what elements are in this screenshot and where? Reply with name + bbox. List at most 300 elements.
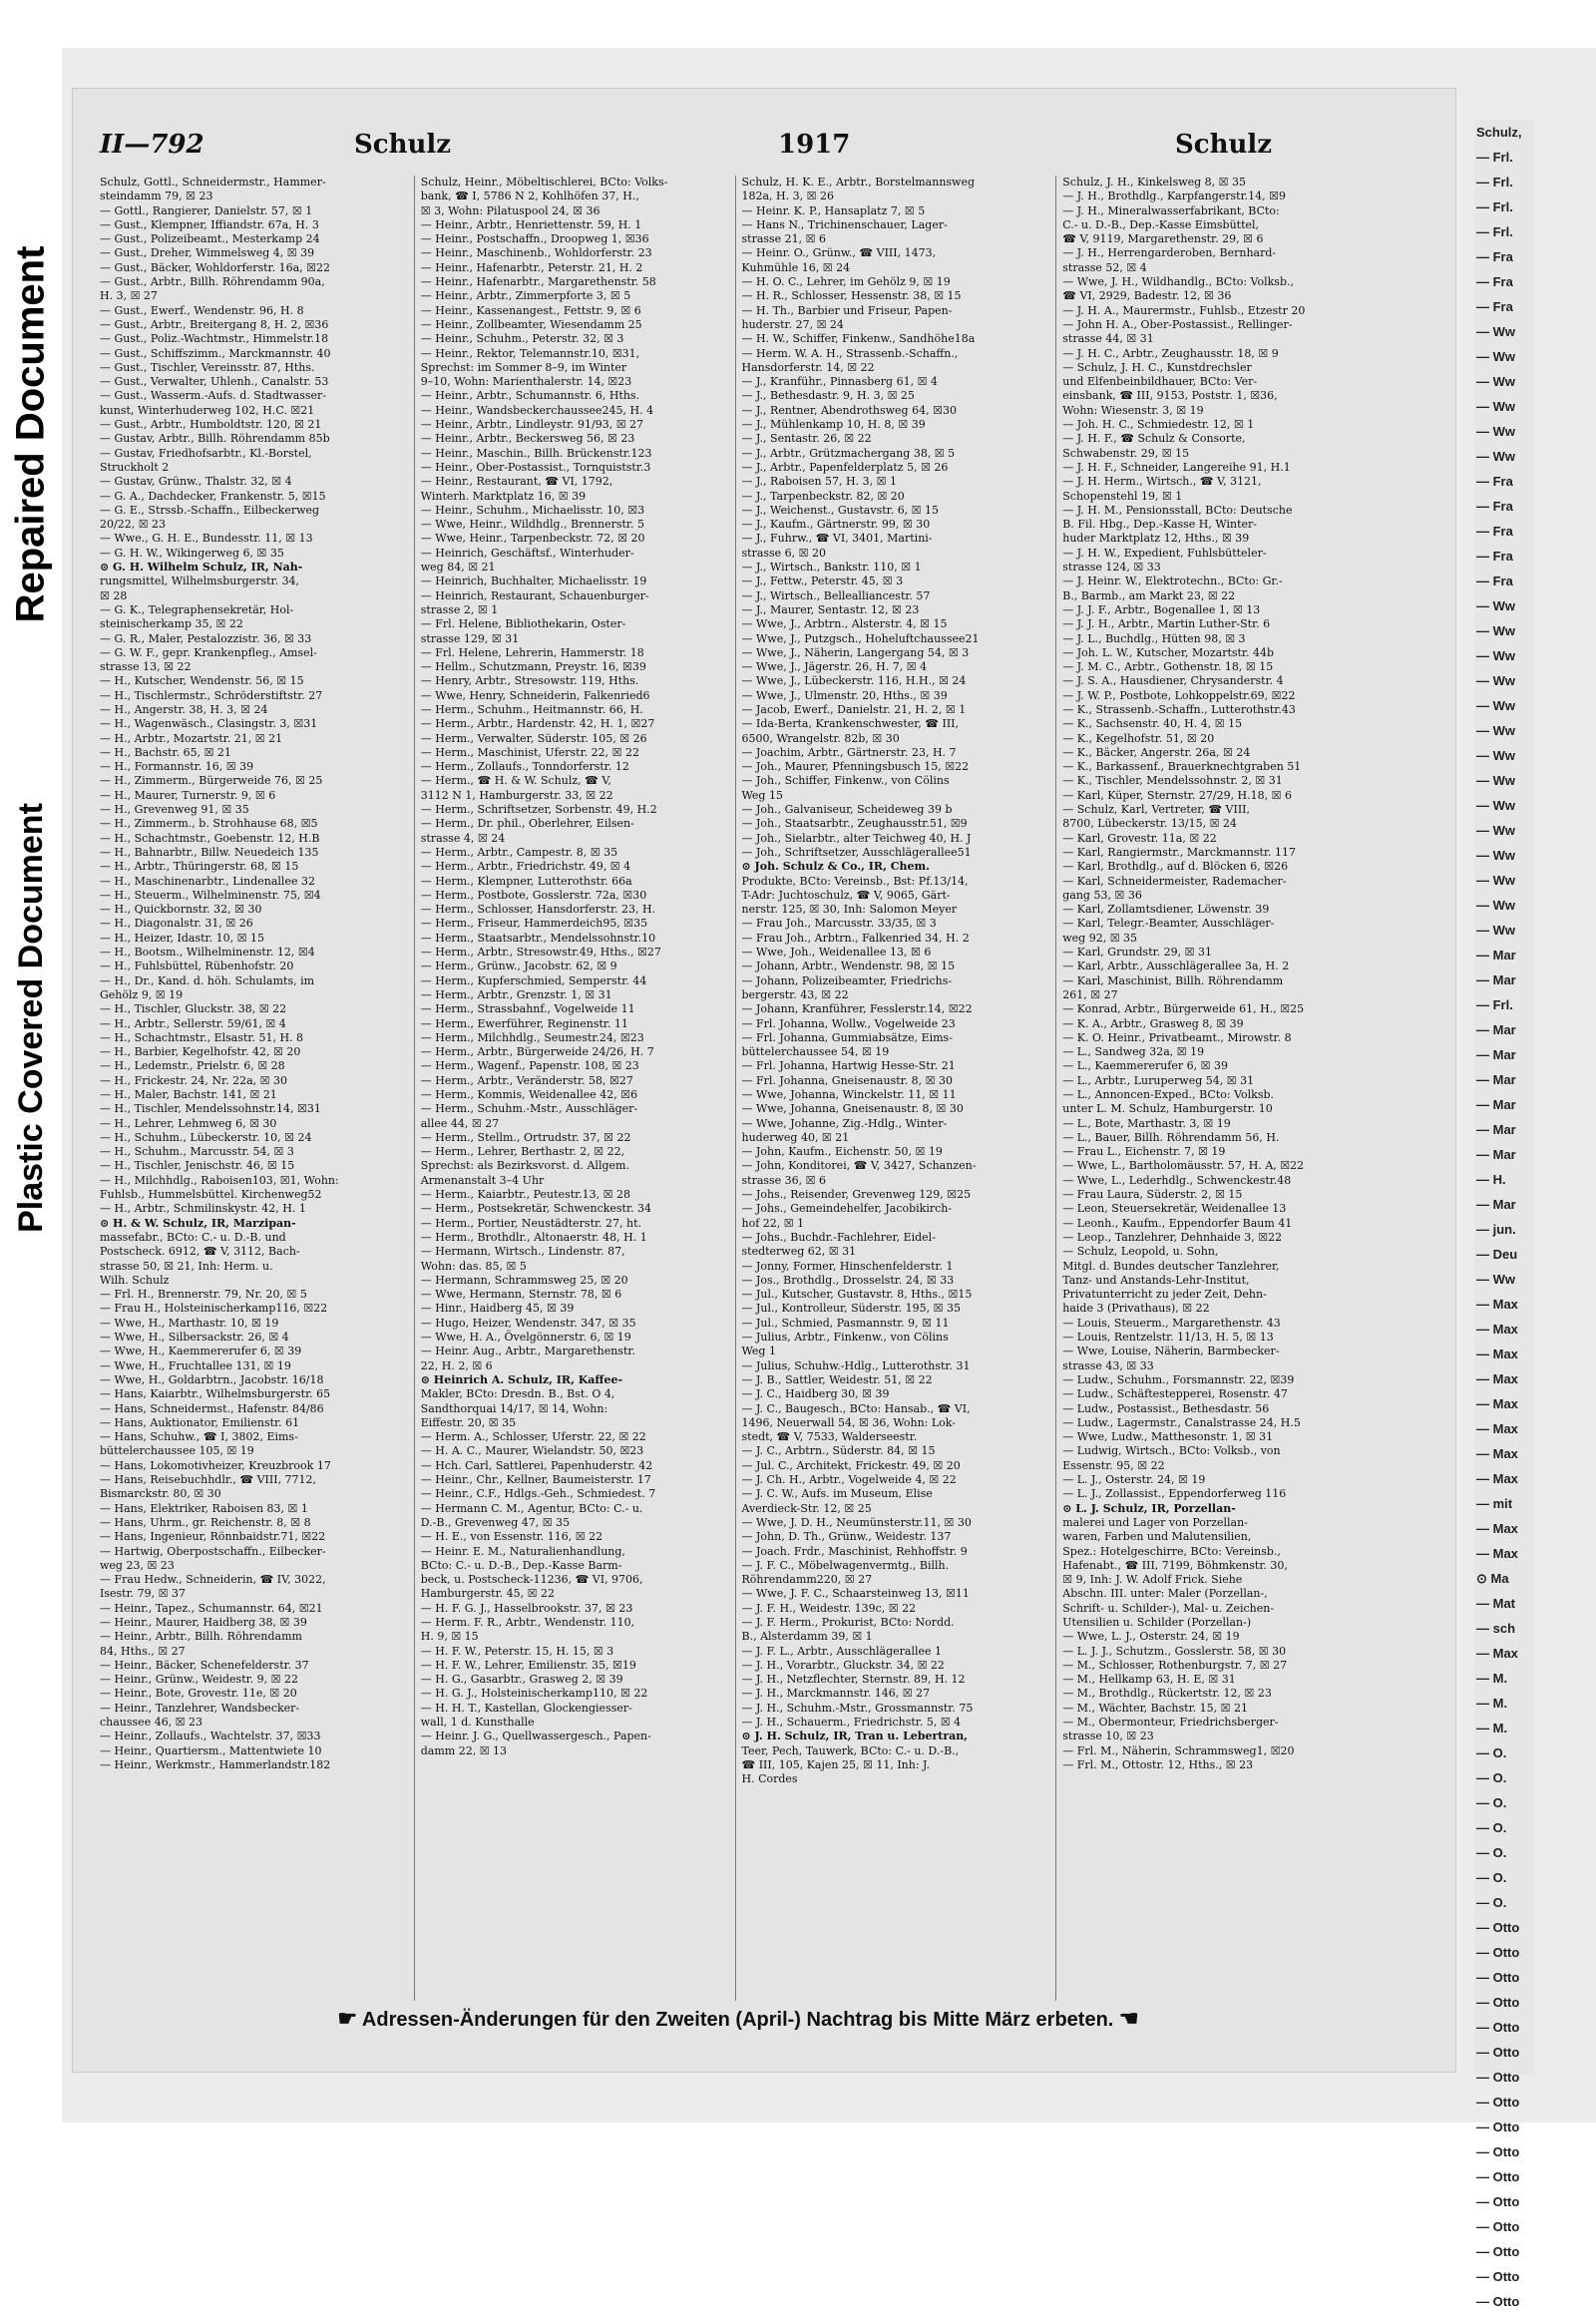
directory-entry-line: — H., Tischler, Mendelssohnstr.14, ☒31	[100, 1102, 321, 1116]
adjacent-page-fragment: — Fra	[1476, 299, 1513, 314]
adjacent-page-fragment: — O.	[1476, 1820, 1507, 1835]
directory-entry-line: — L., Bote, Marthastr. 3, ☒ 19	[1062, 1116, 1231, 1130]
directory-entry-line: — Hans N., Trichinenschauer, Lager-	[741, 217, 948, 231]
directory-entry-line: nerstr. 125, ☒ 30, Inh: Salomon Meyer	[741, 903, 958, 917]
directory-column-4	[1062, 176, 1377, 2001]
adjacent-page-fragment: — Frl.	[1476, 150, 1513, 165]
directory-entry-line: — G. K., Telegraphensekretär, Hol-	[100, 602, 294, 616]
directory-entry-line: — Wwe, L., Lederhdlg., Schwenckestr.48	[1062, 1173, 1292, 1187]
directory-entry-line: — J., Sentastr. 26, ☒ 22	[741, 432, 872, 446]
directory-entry-line: — Herm., Dr. phil., Oberlehrer, Eilsen-	[420, 817, 634, 831]
directory-entry-line: Schulz, Heinr., Möbeltischlerei, BCto: Volks-	[420, 176, 668, 189]
adjacent-page-fragment: — Fra	[1476, 524, 1513, 539]
directory-entry-line: — Herm. F. R., Arbtr., Wendenstr. 110,	[420, 1615, 635, 1629]
directory-entry-line: — Gust., Wasserm.-Aufs. d. Stadtwasser-	[100, 389, 327, 403]
directory-entry-line: — Johann, Kranführer, Fesslerstr.14, ☒22	[741, 1002, 973, 1016]
adjacent-page-fragment: — Max	[1476, 1371, 1518, 1386]
adjacent-page-fragment: — Frl.	[1476, 224, 1513, 239]
directory-entry-line: Postscheck. 6912, ☎ V, 3112, Bach-	[100, 1245, 300, 1259]
directory-entry-line: ☒ 28	[100, 588, 128, 602]
directory-entry-line: Hansdorferstr. 14, ☒ 22	[741, 360, 875, 374]
directory-entry-line: — Johs., Buchdr.-Fachlehrer, Eidel-	[741, 1230, 936, 1244]
directory-column-1	[100, 176, 415, 2001]
directory-entry-line: — Wwe, H. A., Övelgönnerstr. 6, ☒ 19	[420, 1331, 631, 1345]
directory-entry-line: strasse 52, ☒ 4	[1062, 260, 1147, 274]
adjacent-page-fragment: — Max	[1476, 1396, 1518, 1411]
directory-entry-line: ☎ V, 9119, Margarethenstr. 29, ☒ 6	[1062, 232, 1264, 246]
directory-entry-line: — Herm., Postsekretär, Schwenckestr. 34	[420, 1202, 652, 1216]
adjacent-page-fragment: — Frl.	[1476, 199, 1513, 214]
directory-entry-line: — Louis, Rentzelstr. 11/13, H. 5, ☒ 13	[1062, 1331, 1274, 1345]
directory-entry-line: — Gustav, Friedhofsarbtr., Kl.-Borstel,	[100, 446, 312, 460]
directory-entry-line: — Karl, Grundstr. 29, ☒ 31	[1062, 946, 1213, 960]
adjacent-page-fragment: — Max	[1476, 1546, 1518, 1561]
directory-entry-line: strasse 13, ☒ 22	[100, 660, 192, 674]
directory-entry-line: Schulz, H. K. E., Arbtr., Borstelmannsweg	[741, 176, 976, 189]
directory-entry-line: — J. F. H., Weidestr. 139c, ☒ 22	[741, 1601, 917, 1615]
directory-entry-line: — J. H. C., Arbtr., Zeughausstr. 18, ☒ 9	[1062, 346, 1279, 360]
directory-entry-line: Röhrendamm220, ☒ 27	[741, 1573, 873, 1587]
adjacent-page-fragment: — Otto	[1476, 2269, 1520, 2284]
directory-entry-line: — Frl. M., Ottostr. 12, Hths., ☒ 23	[1062, 1757, 1254, 1771]
directory-entry-line: — M., Hellkamp 63, H. E, ☒ 31	[1062, 1673, 1236, 1687]
adjacent-page-fragment: — Ww	[1476, 349, 1515, 364]
directory-entry-line: H. Cordes	[741, 1772, 798, 1786]
directory-entry-line: — Ludw., Schäftestepperei, Rosenstr. 47	[1062, 1387, 1288, 1401]
directory-entry-line: — Wwe, H., Kaemmererufer 6, ☒ 39	[100, 1345, 302, 1358]
directory-entry-line: — J. H. F., Schneider, Langereihe 91, H.1	[1062, 460, 1291, 474]
directory-entry-line: — Hans, Schuhw., ☎ I, 3802, Eims-	[100, 1430, 298, 1444]
directory-entry-line: — Heinrich, Restaurant, Schauenburger-	[420, 588, 649, 602]
directory-entry-line: — Heinr., Restaurant, ☎ VI, 1792,	[420, 475, 613, 489]
directory-entry-line: — J., Wirtsch., Bellealliancestr. 57	[741, 588, 931, 602]
directory-entry-line: — Hellm., Schutzmann, Preystr. 16, ☒39	[420, 660, 646, 674]
adjacent-page-fragment: — Ww	[1476, 848, 1515, 863]
directory-entry-line: — Herm., Grünw., Jacobstr. 62, ☒ 9	[420, 960, 617, 973]
directory-entry-line: — H., Tischlermstr., Schröderstiftstr. 27	[100, 688, 323, 702]
directory-entry-line: Kuhmühle 16, ☒ 24	[741, 260, 851, 274]
directory-entry-line: — Frl. M., Näherin, Schrammsweg1, ☒20	[1062, 1743, 1295, 1757]
directory-entry-line: — Gust., Dreher, Wimmelsweg 4, ☒ 39	[100, 246, 315, 260]
directory-entry-line: — Wwe, Hermann, Sternstr. 78, ☒ 6	[420, 1288, 622, 1302]
directory-entry-line: — Heinr., Arbtr., Billh. Röhrendamm	[100, 1630, 302, 1644]
adjacent-page-fragment: — O.	[1476, 1895, 1507, 1910]
directory-entry-line: — J. H., Marckmannstr. 146, ☒ 27	[741, 1687, 931, 1701]
adjacent-page-fragment: — Ww	[1476, 923, 1515, 938]
directory-entry-line: Averdieck-Str. 12, ☒ 25	[741, 1501, 872, 1515]
directory-entry-line: — Karl, Zollamtsdiener, Löwenstr. 39	[1062, 903, 1270, 917]
directory-entry-line: — K., Barkassenf., Brauerknechtgraben 51	[1062, 760, 1302, 774]
directory-entry-line: — H., Tischler, Jenischstr. 46, ☒ 15	[100, 1159, 295, 1173]
adjacent-page-fragment: — Ww	[1476, 898, 1515, 913]
directory-entry-line: — Herm., Kommis, Weidenallee 42, ☒6	[420, 1088, 638, 1101]
directory-entry-line: — Frau Joh., Arbtrn., Falkenried 34, H. 2	[741, 931, 970, 945]
directory-entry-line: — Johs., Reisender, Grevenweg 129, ☒25	[741, 1188, 972, 1202]
directory-entry-line: — J. H., Schauerm., Friedrichstr. 5, ☒ 4	[741, 1716, 962, 1730]
directory-entry-line: — Wwe, J. D. H., Neumünsterstr.11, ☒ 30	[741, 1515, 972, 1529]
directory-entry-line: — Heinr., Arbtr., Schumannstr. 6, Hths.	[420, 389, 640, 403]
directory-entry-line: — G. A., Dachdecker, Frankenstr. 5, ☒15	[100, 489, 326, 503]
directory-entry-line: — J. J. F., Arbtr., Bogenallee 1, ☒ 13	[1062, 602, 1261, 616]
directory-entry-line: — Johann, Arbtr., Wendenstr. 98, ☒ 15	[741, 960, 956, 973]
directory-entry-line: — Herm., Arbtr., Stresowstr.49, Hths., ☒27	[420, 946, 661, 960]
directory-entry-line: BCto: C.- u. D.-B., Dep.-Kasse Barm-	[420, 1558, 622, 1572]
directory-entry-line: — Leop., Tanzlehrer, Dehnhaide 3, ☒22	[1062, 1230, 1283, 1244]
directory-entry-line: und Elfenbeinbildhauer, BCto: Ver-	[1062, 375, 1258, 389]
adjacent-page-fragment: — Mar	[1476, 1022, 1516, 1037]
directory-entry-line: — Heinr., C.F., Hdlgs.-Geh., Schmiedest. 7	[420, 1487, 656, 1501]
adjacent-page-fragment: — Ww	[1476, 823, 1515, 838]
adjacent-page-fragment: — Mar	[1476, 1047, 1516, 1062]
directory-entry-line: Bismarckstr. 80, ☒ 30	[100, 1487, 221, 1501]
directory-entry-line: — H., Schuhm., Marcusstr. 54, ☒ 3	[100, 1145, 294, 1159]
directory-entry-line: — K., Tischler, Mendelssohnstr. 2, ☒ 31	[1062, 774, 1283, 788]
directory-entry-line: — Herm., Strassbahnf., Vogelweide 11	[420, 1002, 635, 1016]
directory-entry-line: — H., Diagonalstr. 31, ☒ 26	[100, 917, 253, 931]
directory-entry-line: Mitgl. d. Bundes deutscher Tanzlehrer,	[1062, 1259, 1280, 1273]
directory-entry-line: — Herm., Arbtr., Campestr. 8, ☒ 35	[420, 845, 618, 859]
plastic-covered-document-label	[0, 733, 62, 1302]
directory-entry-line: — H., Arbtr., Thüringerstr. 68, ☒ 15	[100, 860, 299, 874]
directory-entry-line: Sprechst: im Sommer 8–9, im Winter	[420, 360, 627, 374]
directory-entry-line: — Jonny, Former, Hinschenfelderstr. 1	[741, 1259, 954, 1273]
adjacent-page-fragment: — Frl.	[1476, 175, 1513, 190]
adjacent-page-fragment: — Otto	[1476, 1970, 1520, 1985]
directory-entry-line: Hafenabt., ☎ III, 7199, Böhmkenstr. 30,	[1062, 1558, 1288, 1572]
directory-entry-line: — Joh., Galvaniseur, Scheideweg 39 b	[741, 803, 953, 817]
directory-entry-line: — H., Steuerm., Wilhelminenstr. 75, ☒4	[100, 888, 321, 902]
adjacent-page-fragment: — Mar	[1476, 1072, 1516, 1087]
directory-entry-line: — M., Wächter, Bachstr. 15, ☒ 21	[1062, 1701, 1248, 1715]
directory-entry-line: — M., Obermonteur, Friedrichsberger-	[1062, 1716, 1279, 1730]
directory-entry-line: — Herm., Friseur, Hammerdeich95, ☒35	[420, 917, 648, 931]
directory-entry-line: — Gust., Verwalter, Uhlenh., Canalstr. 53	[100, 375, 329, 389]
directory-entry-line: Teer, Pech, Tauwerk, BCto: C.- u. D.-B.,	[741, 1743, 960, 1757]
directory-entry-line: — Jacob, Ewerf., Danielstr. 21, H. 2, ☒ 1	[741, 702, 967, 716]
directory-entry-line: — H., Fuhlsbüttel, Rübenhofstr. 20	[100, 960, 294, 973]
directory-entry-line: — H. G., Gasarbtr., Grasweg 2, ☒ 39	[420, 1673, 623, 1687]
directory-entry-line: — Joachim, Arbtr., Gärtnerstr. 23, H. 7	[741, 745, 957, 759]
directory-entry-line: — Leon, Steuersekretär, Weidenallee 13	[1062, 1202, 1287, 1216]
directory-entry-line: — Frl. Helene, Lehrerin, Hammerstr. 18	[420, 645, 644, 659]
adjacent-page-fragment: — Ww	[1476, 324, 1515, 339]
directory-entry-line: strasse 36, ☒ 6	[741, 1173, 827, 1187]
directory-entry-line: — Herm., Maschinist, Uferstr. 22, ☒ 22	[420, 745, 639, 759]
directory-entry-line: — Joh. L. W., Kutscher, Mozartstr. 44b	[1062, 645, 1275, 659]
directory-entry-line: — Hans, Uhrm., gr. Reichenstr. 8, ☒ 8	[100, 1515, 311, 1529]
adjacent-page-fragment: — Mar	[1476, 948, 1516, 963]
adjacent-page-fragment: — Otto	[1476, 2244, 1520, 2259]
directory-entry-line: — G. W. F., gepr. Krankenpfleg., Amsel-	[100, 645, 317, 659]
directory-entry-line: — H. F. G. J., Hasselbrookstr. 37, ☒ 23	[420, 1601, 633, 1615]
directory-entry-line: — Heinr., Werkmstr., Hammerlandstr.182	[100, 1757, 331, 1771]
directory-entry-line: — H., Milchhdlg., Raboisen103, ☒1, Wohn:	[100, 1173, 339, 1187]
directory-entry-line: — L., Bauer, Billh. Röhrendamm 56, H.	[1062, 1130, 1280, 1144]
directory-entry-line: Weg 15	[741, 788, 783, 802]
directory-entry-line: — J. F. C., Möbelwagenvermtg., Billh.	[741, 1558, 950, 1572]
directory-entry-line: — J. B., Sattler, Weidestr. 51, ☒ 22	[741, 1372, 933, 1386]
directory-entry-line: hof 22, ☒ 1	[741, 1216, 805, 1230]
directory-entry-line: strasse 44, ☒ 31	[1062, 332, 1154, 346]
directory-entry-line: Weg 1	[741, 1345, 776, 1358]
directory-entry-line: — Herm., Lehrer, Berthastr. 2, ☒ 22,	[420, 1145, 625, 1159]
directory-entry-line: — J., Kranführ., Pinnasberg 61, ☒ 4	[741, 375, 938, 389]
adjacent-page-fragment: — Frl.	[1476, 997, 1513, 1012]
directory-entry-line: — Leonh., Kaufm., Eppendorfer Baum 41	[1062, 1216, 1293, 1230]
directory-entry-line: ⊙ G. H. Wilhelm Schulz, IR, Nah-	[100, 561, 303, 575]
directory-entry-line: — J., Rentner, Abendrothsweg 64, ☒30	[741, 403, 957, 417]
directory-entry-line: steindamm 79, ☒ 23	[100, 190, 213, 203]
directory-entry-line: — Karl, Telegr.-Beamter, Ausschläger-	[1062, 917, 1275, 931]
directory-entry-line: — Heinr., Arbtr., Zimmerpforte 3, ☒ 5	[420, 289, 631, 303]
directory-entry-line: — Hans, Ingenieur, Rönnbaidstr.71, ☒22	[100, 1530, 326, 1544]
directory-entry-line: — Gust., Schiffszimm., Marckmannstr. 40	[100, 346, 331, 360]
directory-entry-line: — Frl. Johanna, Gummiabsätze, Eims-	[741, 1030, 953, 1044]
running-head-right: Schulz	[1175, 130, 1273, 160]
directory-entry-line: Sandthorquai 14/17, ☒ 14, Wohn:	[420, 1401, 608, 1415]
directory-entry-line: — Frl. Johanna, Wollw., Vogelweide 23	[741, 1016, 956, 1030]
directory-entry-line: — Herm., ☎ H. & W. Schulz, ☎ V,	[420, 774, 611, 788]
directory-entry-line: — H., Wagenwäsch., Clasingstr. 3, ☒31	[100, 717, 318, 731]
directory-entry-line: strasse 21, ☒ 6	[741, 232, 827, 246]
directory-entry-line: steinischerkamp 35, ☒ 22	[100, 617, 243, 631]
directory-entry-line: — Herm., Kaiarbtr., Peutestr.13, ☒ 28	[420, 1188, 631, 1202]
directory-entry-line: Gehölz 9, ☒ 19	[100, 987, 184, 1001]
directory-entry-line: — Heinr., Arbtr., Lindleystr. 91/93, ☒ 27	[420, 418, 644, 432]
directory-entry-line: — Frau Laura, Süderstr. 2, ☒ 15	[1062, 1188, 1243, 1202]
directory-entry-line: gang 53, ☒ 36	[1062, 888, 1142, 902]
adjacent-page-fragment: — M.	[1476, 1721, 1508, 1736]
directory-entry-line: — J., Wirtsch., Bankstr. 110, ☒ 1	[741, 561, 922, 575]
directory-entry-line: — J., Fuhrw., ☎ VI, 3401, Martini-	[741, 532, 933, 546]
directory-entry-line: H. 3, ☒ 27	[100, 289, 158, 303]
directory-entry-line: — Joh. H. C., Schmiedestr. 12, ☒ 1	[1062, 418, 1255, 432]
directory-entry-line: — H., Barbier, Kegelhofstr. 42, ☒ 20	[100, 1045, 301, 1059]
directory-entry-line: — H. W., Schiffer, Finkenw., Sandhöhe18a	[741, 332, 976, 346]
directory-entry-line: — Gust., Arbtr., Breitergang 8, H. 2, ☒36	[100, 317, 329, 331]
adjacent-page-fragment: — Ww	[1476, 1272, 1515, 1287]
directory-entry-line: Eiffestr. 20, ☒ 35	[420, 1415, 517, 1429]
directory-entry-line: — J. H. Herm., Wirtsch., ☎ V, 3121,	[1062, 475, 1262, 489]
adjacent-page-fragment: — Max	[1476, 1322, 1518, 1337]
directory-entry-line: — J. H. F., ☎ Schulz & Consorte,	[1062, 432, 1246, 446]
directory-entry-line: — K., Bäcker, Angerstr. 26a, ☒ 24	[1062, 745, 1251, 759]
directory-entry-line: — Heinr., Chr., Kellner, Baumeisterstr. 17	[420, 1473, 651, 1487]
directory-entry-line: — Heinr. K. P., Hansaplatz 7, ☒ 5	[741, 203, 926, 217]
directory-entry-line: — Wwe, H., Marthastr. 10, ☒ 19	[100, 1316, 279, 1330]
directory-entry-line: — H., Kutscher, Wendenstr. 56, ☒ 15	[100, 674, 304, 688]
directory-entry-line: — H., Bootsm., Wilhelminenstr. 12, ☒4	[100, 946, 315, 960]
directory-entry-line: — Herm., Arbtr., Friedrichstr. 49, ☒ 4	[420, 860, 631, 874]
directory-entry-line: — Gust., Ewerf., Wendenstr. 96, H. 8	[100, 303, 304, 317]
directory-entry-line: strasse 10, ☒ 23	[1062, 1730, 1154, 1743]
directory-entry-line: — Herm., Wagenf., Papenstr. 108, ☒ 23	[420, 1059, 639, 1073]
directory-entry-line: Struckholt 2	[100, 460, 170, 474]
directory-entry-line: — Heinr. Aug., Arbtr., Margarethenstr.	[420, 1345, 635, 1358]
directory-entry-line: huderweg 40, ☒ 21	[741, 1130, 850, 1144]
directory-entry-line: — L., Arbtr., Luruperweg 54, ☒ 31	[1062, 1073, 1255, 1087]
adjacent-page-fragment: — Fra	[1476, 499, 1513, 514]
directory-entry-line: — Wwe, Ludw., Matthesonstr. 1, ☒ 31	[1062, 1430, 1274, 1444]
directory-entry-line: 22, H. 2, ☒ 6	[420, 1358, 493, 1372]
directory-entry-line: bank, ☎ I, 5786 N 2, Kohlhöfen 37, H.,	[420, 190, 639, 203]
directory-entry-line: — J. W. P., Postbote, Lohkoppelstr.69, ☒22	[1062, 688, 1296, 702]
directory-entry-line: — Frau Hedw., Schneiderin, ☎ IV, 3022,	[100, 1573, 326, 1587]
directory-entry-line: — G. R., Maler, Pestalozzistr. 36, ☒ 33	[100, 631, 312, 645]
directory-entry-line: — Herm. A., Schlosser, Uferstr. 22, ☒ 22	[420, 1430, 646, 1444]
footer-notice	[140, 2001, 1337, 2037]
adjacent-page-fragment: — Otto	[1476, 2219, 1520, 2234]
directory-entry-line: B., Barmb., am Markt 23, ☒ 22	[1062, 588, 1236, 602]
directory-entry-line: — H., Ledemstr., Prielstr. 6, ☒ 28	[100, 1059, 285, 1073]
directory-entry-line: — Herm., Milchhdlg., Seumestr.24, ☒23	[420, 1030, 644, 1044]
directory-entry-line: — J. M. C., Arbtr., Gothenstr. 18, ☒ 15	[1062, 660, 1274, 674]
adjacent-page-fragment: — Max	[1476, 1347, 1518, 1361]
adjacent-page-fragment: — Otto	[1476, 2070, 1520, 2085]
directory-entry-line: 9–10, Wohn: Marienthalerstr. 14, ☒23	[420, 375, 632, 389]
adjacent-page-fragment: — O.	[1476, 1770, 1507, 1785]
directory-entry-line: — Heinr., Maurer, Haidberg 38, ☒ 39	[100, 1615, 307, 1629]
directory-entry-line: — Wwe, J., Ulmenstr. 20, Hths., ☒ 39	[741, 688, 948, 702]
directory-entry-line: — Heinr. O., Grünw., ☎ VIII, 1473,	[741, 246, 937, 260]
pointing-hand-right-icon: ☛	[337, 2006, 358, 2031]
directory-entry-line: Essenstr. 95, ☒ 22	[1062, 1458, 1165, 1472]
repaired-document-text: Repaired Document	[8, 245, 53, 622]
directory-entry-line: — Julius, Arbtr., Finkenw., von Cölins	[741, 1331, 949, 1345]
directory-entry-line: — Heinr. J. G., Quellwassergesch., Papen-	[420, 1730, 651, 1743]
directory-entry-line: — H., Angerstr. 38, H. 3, ☒ 24	[100, 702, 268, 716]
directory-entry-line: 20/22, ☒ 23	[100, 518, 167, 532]
directory-entry-line: — John, Kaufm., Eichenstr. 50, ☒ 19	[741, 1145, 943, 1159]
adjacent-page-fragment: — Fra	[1476, 249, 1513, 264]
directory-entry-line: ☎ III, 105, Kajen 25, ☒ 11, Inh: J.	[741, 1757, 931, 1771]
directory-entry-line: — J., Raboisen 57, H. 3, ☒ 1	[741, 475, 897, 489]
page-number: II—792	[100, 130, 204, 160]
adjacent-page-fragment: — Ww	[1476, 723, 1515, 738]
directory-entry-line: — Wwe, Johanna, Winckelstr. 11, ☒ 11	[741, 1088, 957, 1101]
directory-entry-line: — Herm., Portier, Neustädterstr. 27, ht.	[420, 1216, 642, 1230]
adjacent-page-edge	[1474, 120, 1534, 2309]
directory-entry-line: Wilh. Schulz	[100, 1273, 170, 1287]
running-head-year: 1917	[778, 130, 851, 160]
directory-entry-line: — Frau Joh., Marcusstr. 33/35, ☒ 3	[741, 917, 937, 931]
directory-entry-line: — Heinr., Wandsbeckerchaussee245, H. 4	[420, 403, 654, 417]
directory-entry-line: — Joh., Schriftsetzer, Ausschlägerallee51	[741, 845, 972, 859]
directory-entry-line: — Wwe, J. F. C., Schaarsteinweg 13, ☒11	[741, 1587, 970, 1601]
directory-entry-line: — J., Arbtr., Grützmachergang 38, ☒ 5	[741, 446, 956, 460]
directory-entry-line: ⊙ H. & W. Schulz, IR, Marzipan-	[100, 1216, 296, 1230]
directory-entry-line: Makler, BCto: Dresdn. B., Bst. O 4,	[420, 1387, 615, 1401]
directory-entry-line: — J. F. L., Arbtr., Ausschlägerallee 1	[741, 1644, 943, 1658]
directory-entry-line: — Herm., Schlosser, Hansdorferstr. 23, H.	[420, 903, 656, 917]
directory-entry-line: — Gust., Arbtr., Humboldtstr. 120, ☒ 21	[100, 418, 322, 432]
directory-entry-line: — Henry, Arbtr., Stresowstr. 119, Hths.	[420, 674, 639, 688]
directory-entry-line: — H., Maschinenarbtr., Lindenallee 32	[100, 874, 315, 888]
adjacent-page-fragment: — Otto	[1476, 1995, 1520, 2010]
directory-entry-line: — K., Kegelhofstr. 51, ☒ 20	[1062, 731, 1215, 745]
directory-entry-line: — Herm., Schriftsetzer, Sorbenstr. 49, H.2	[420, 803, 657, 817]
directory-entry-line: C.- u. D.-B., Dep.-Kasse Eimsbüttel,	[1062, 217, 1260, 231]
directory-entry-line: — Wwe., G. H. E., Bundesstr. 11, ☒ 13	[100, 532, 313, 546]
directory-entry-line: — Heinr., Grünw., Weidestr. 9, ☒ 22	[100, 1673, 298, 1687]
adjacent-page-fragment: — H.	[1476, 1172, 1506, 1187]
directory-entry-line: — Herm., Kupferschmied, Semperstr. 44	[420, 973, 647, 987]
directory-entry-line: — Herm., Verwalter, Süderstr. 105, ☒ 26	[420, 731, 647, 745]
directory-entry-line: — H., Tischler, Gluckstr. 38, ☒ 22	[100, 1002, 287, 1016]
directory-entry-line: — Karl, Rangiermstr., Marckmannstr. 117	[1062, 845, 1296, 859]
directory-entry-line: — H., Formannstr. 16, ☒ 39	[100, 760, 254, 774]
directory-entry-line: — Heinrich, Buchhalter, Michaelisstr. 19	[420, 575, 647, 588]
directory-entry-line: huderstr. 27, ☒ 24	[741, 317, 844, 331]
directory-entry-line: — J. J. H., Arbtr., Martin Luther-Str. 6	[1062, 617, 1271, 631]
directory-entry-line: allee 44, ☒ 27	[420, 1116, 500, 1130]
directory-entry-line: Schrift- u. Schilder-), Mal- u. Zeichen-	[1062, 1601, 1275, 1615]
directory-entry-line: — H., Lehrer, Lehmweg 6, ☒ 30	[100, 1116, 277, 1130]
adjacent-page-fragment: — Ww	[1476, 748, 1515, 763]
directory-entry-line: Schwabenstr. 29, ☒ 15	[1062, 446, 1190, 460]
adjacent-page-fragment: — Ww	[1476, 773, 1515, 788]
directory-entry-line: — J. H., Brothdlg., Karpfangerstr.14, ☒9	[1062, 190, 1286, 203]
directory-entry-line: — J. Ch. H., Arbtr., Vogelweide 4, ☒ 22	[741, 1473, 957, 1487]
adjacent-page-fragment: — Mar	[1476, 1122, 1516, 1137]
directory-entry-line: — Wwe, J., Arbtrn., Alsterstr. 4, ☒ 15	[741, 617, 948, 631]
directory-entry-line: — Julius, Schuhw.-Hdlg., Lutterothstr. 31	[741, 1358, 971, 1372]
directory-entry-line: — Heinr., Tapez., Schumannstr. 64, ☒21	[100, 1601, 323, 1615]
directory-entry-line: stedt, ☎ V, 7533, Walderseestr.	[741, 1430, 918, 1444]
adjacent-page-fragment: — M.	[1476, 1696, 1508, 1711]
adjacent-page-fragment: — Otto	[1476, 2144, 1520, 2159]
directory-entry-line: — J., Fettw., Peterstr. 45, ☒ 3	[741, 575, 904, 588]
directory-entry-line: — Herm., Stellm., Ortrudstr. 37, ☒ 22	[420, 1130, 631, 1144]
directory-entry-line: — Frl. Johanna, Gneisenaustr. 8, ☒ 30	[741, 1073, 954, 1087]
directory-entry-line: — Gust., Bäcker, Wohldorferstr. 16a, ☒22	[100, 260, 331, 274]
directory-entry-line: — Jul., Kutscher, Gustavstr. 8, Hths., ☒15	[741, 1288, 973, 1302]
adjacent-page-fragment: — sch	[1476, 1621, 1516, 1636]
directory-entry-line: malerei und Lager von Porzellan-	[1062, 1515, 1248, 1529]
directory-entry-line: — Hans, Kaiarbtr., Wilhelmsburgerstr. 65	[100, 1387, 331, 1401]
directory-entry-line: — Wwe, J., Jägerstr. 26, H. 7, ☒ 4	[741, 660, 928, 674]
directory-entry-line: — H., Schachtmstr., Goebenstr. 12, H.B	[100, 831, 320, 845]
directory-entry-line: — Herm., Ewerführer, Reginenstr. 11	[420, 1016, 628, 1030]
directory-entry-line: — Heinr., Kassenangest., Fettstr. 9, ☒ 6	[420, 303, 641, 317]
directory-entry-line: T-Adr: Juchtoschulz, ☎ V, 9065, Gärt-	[741, 888, 951, 902]
adjacent-page-fragment: — Mat	[1476, 1596, 1515, 1611]
directory-entry-line: — Hans, Schneidermst., Hafenstr. 84/86	[100, 1401, 324, 1415]
directory-entry-line: — Heinr., Arbtr., Henriettenstr. 59, H. 1	[420, 217, 642, 231]
directory-entry-line: — L. J., Zollassist., Eppendorferweg 116	[1062, 1487, 1287, 1501]
directory-entry-line: — Wwe, J., Lübeckerstr. 116, H.H., ☒ 24	[741, 674, 967, 688]
directory-entry-line: — L., Kaemmererufer 6, ☒ 39	[1062, 1059, 1228, 1073]
directory-entry-line: — J. S. A., Hausdiener, Chrysanderstr. 4	[1062, 674, 1284, 688]
adjacent-page-fragment: — mit	[1476, 1496, 1513, 1511]
directory-entry-line: — Johs., Gemeindehelfer, Jacobikirch-	[741, 1202, 953, 1216]
directory-entry-line: ⊙ L. J. Schulz, IR, Porzellan-	[1062, 1501, 1236, 1515]
directory-entry-line: — Konrad, Arbtr., Bürgerweide 61, H., ☒25	[1062, 1002, 1305, 1016]
directory-entry-line: — Gustav, Grünw., Thalstr. 32, ☒ 4	[100, 475, 292, 489]
directory-entry-line: — Wwe, Heinr., Wildhdlg., Brennerstr. 5	[420, 518, 644, 532]
adjacent-page-fragment: — Mar	[1476, 1197, 1516, 1212]
directory-entry-line: — J. H., Vorarbtr., Gluckstr. 34, ☒ 22	[741, 1658, 945, 1672]
directory-entry-line: — Gustav, Arbtr., Billh. Röhrendamm 85b	[100, 432, 330, 446]
directory-entry-line: — Wwe, Heinr., Tarpenbeckstr. 72, ☒ 20	[420, 532, 645, 546]
plastic-covered-document-text: Plastic Covered Document	[11, 802, 50, 1233]
directory-entry-line: — Heinr., Zollaufs., Wachtelstr. 37, ☒33	[100, 1730, 321, 1743]
directory-entry-line: — H. F. W., Lehrer, Emilienstr. 35, ☒19	[420, 1658, 636, 1672]
directory-entry-line: — Wwe, J., Näherin, Langergang 54, ☒ 3	[741, 645, 970, 659]
directory-entry-line: — Wwe, J. H., Wildhandlg., BCto: Volksb.,	[1062, 275, 1294, 289]
directory-entry-line: — Hermann, Schrammsweg 25, ☒ 20	[420, 1273, 628, 1287]
directory-entry-line: waren, Farben und Malutensilien,	[1062, 1530, 1252, 1544]
